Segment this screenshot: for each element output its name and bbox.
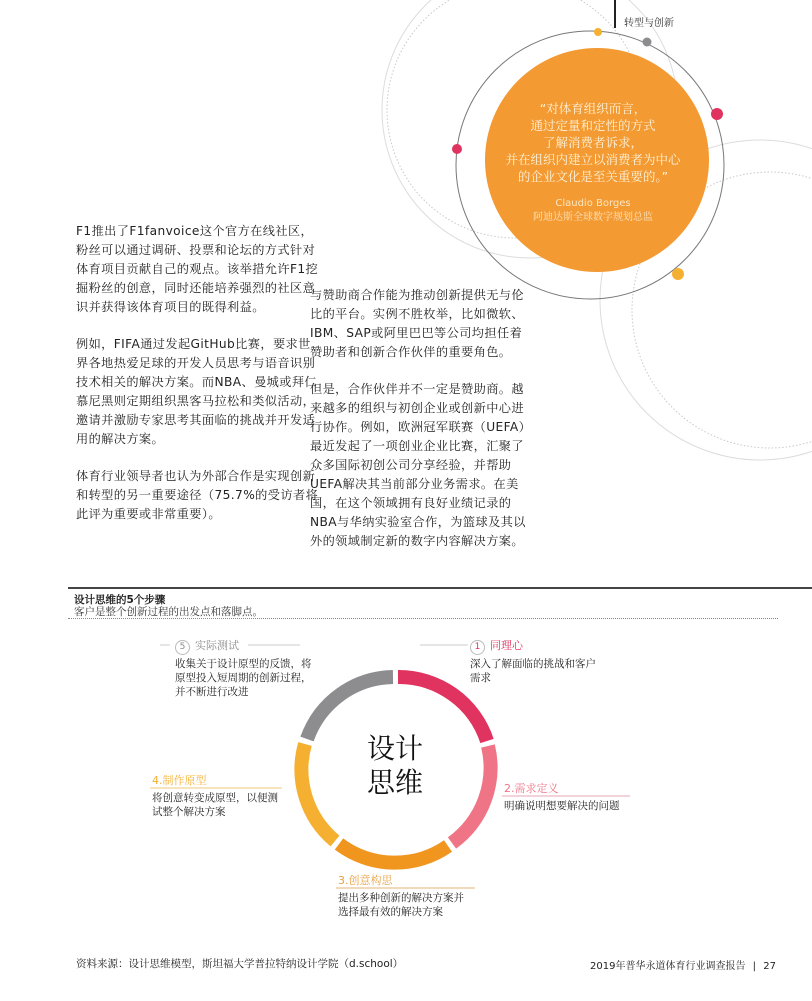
report-title: 2019年普华永道体育行业调查报告: [590, 961, 746, 972]
step-number-badge: 1: [470, 640, 485, 655]
step-title: 实际测试: [195, 639, 239, 652]
paragraph: 但是，合作伙伴并不一定是赞助商。越来越多的组织与初创企业或创新中心进行协作。例如，欧洲冠军联赛（UEFA）最近发起了一项创业企业比赛，汇聚了众多国际初创公司分享经验，并帮助UEFA解决其当前部分业务需求。在美国，在这个领域拥有良好业绩记录的NBA与华纳实验室合作，为篮球及其以外的领域制定新的数字内容解决方案。: [310, 382, 526, 548]
step-description: 明确说明想要解决的问题: [504, 800, 620, 812]
step-1: [470, 637, 660, 685]
step-description: 收集关于设计原型的反馈，将 原型投入短周期的创新过程， 并不断进行改进: [175, 658, 312, 698]
step-title: 4.制作原型: [152, 774, 207, 787]
ring-segment-3: [339, 844, 448, 863]
step-title: 2.需求定义: [504, 782, 559, 795]
author-name: Claudio Borges: [555, 198, 631, 209]
footer-separator: |: [752, 961, 757, 972]
paragraph: 与赞助商合作能为推动创新提供无与伦比的平台。实例不胜枚举，比如微软、IBM、SAP或阿里巴巴等公司均担任着赞助者和创新合作伙伴的重要角色。: [310, 288, 524, 359]
step-4: [152, 772, 292, 819]
step-title: 3.创意构思: [338, 874, 393, 887]
quote-text: “对体育组织而言， 通过定量和定性的方式 了解消费者诉求， 并在组织内建立以消费者为中心 的企业文化是至关重要的。”: [505, 101, 681, 184]
step-5: [175, 637, 375, 699]
page-footer: [590, 957, 776, 972]
section-label: 转型与创新: [624, 18, 674, 29]
step-2: [504, 780, 654, 813]
step-3: [338, 872, 488, 919]
author-title: 阿迪达斯全球数字规划总监: [533, 212, 653, 223]
step-description: 将创意转变成原型，以便测 试整个解决方案: [152, 792, 278, 818]
step-title: 同理心: [490, 639, 523, 652]
diagram-title: 设计思维的5个步骤: [74, 594, 166, 606]
diagram-subtitle: 客户是整个创新过程的出发点和落脚点。: [74, 606, 263, 618]
paragraph: 体育行业领导者也认为外部合作是实现创新和转型的另一重要途径（75.7%的受访者将此评为重要或非常重要）。: [76, 469, 319, 521]
step-description: 深入了解面临的挑战和客户 需求: [470, 658, 596, 684]
source-note: 资料来源：设计思维模型，斯坦福大学普拉特纳设计学院（d.school）: [76, 958, 404, 970]
page-number: 27: [763, 961, 776, 972]
diagram-center-label: 设计 思维: [366, 732, 423, 799]
paragraph: F1推出了F1fanvoice这个官方在线社区，粉丝可以通过调研、投票和论坛的方式针对体育项目贡献自己的观点。该举措允许F1挖掘粉丝的创意，同时还能培养强烈的社区意识并获得该体育项目的既得利益。: [76, 224, 319, 314]
step-description: 提出多种创新的解决方案并 选择最有效的解决方案: [338, 892, 464, 918]
paragraph: 例如，FIFA通过发起GitHub比赛，要求世界各地热爱足球的开发人员思考与语音识别技术相关的解决方案。而NBA、曼城或拜仁慕尼黑则定期组织黑客马拉松和类似活动，邀请并激励专家思考其面临的挑战并开发适用的解决方案。: [76, 337, 318, 446]
step-number-badge: 5: [175, 640, 190, 655]
